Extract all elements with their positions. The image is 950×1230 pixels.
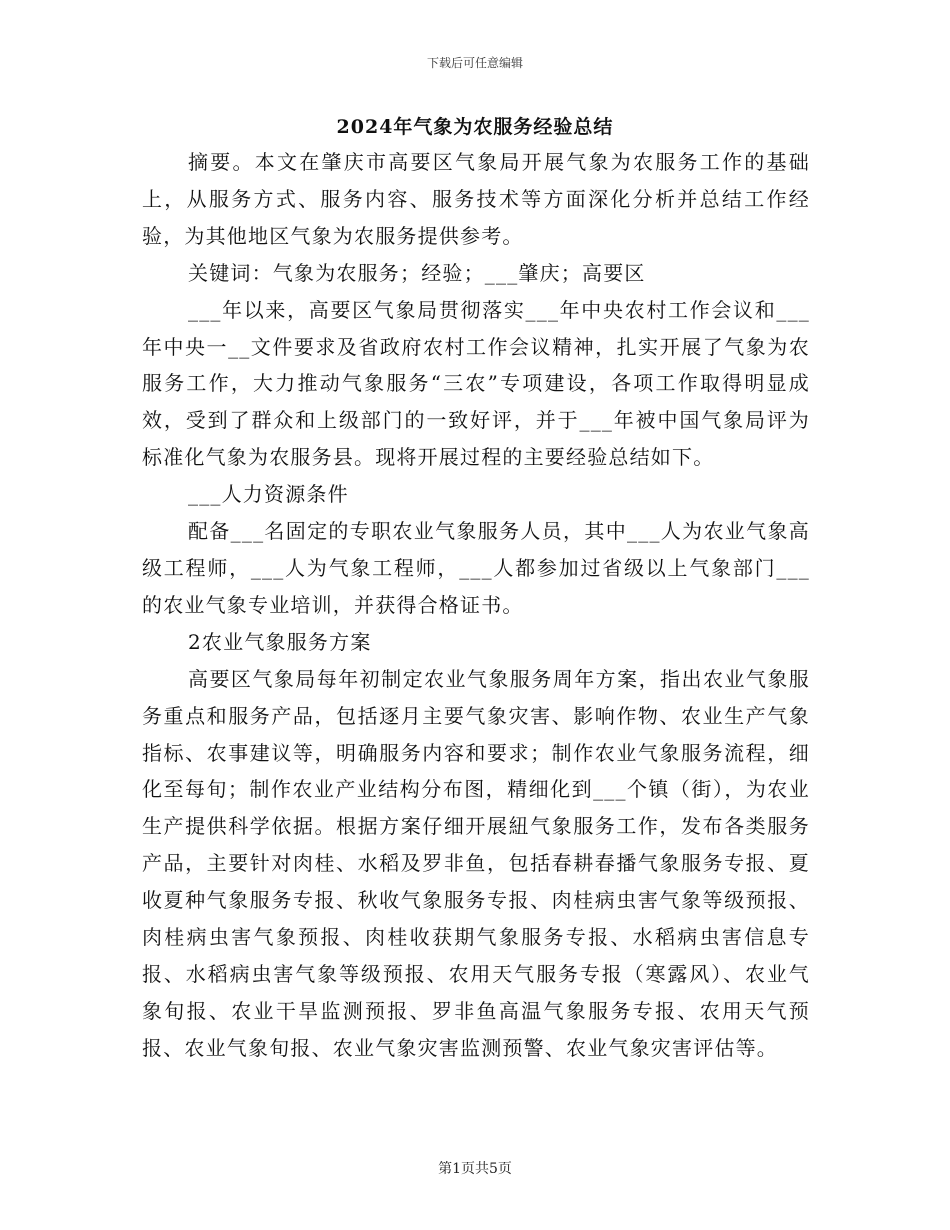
keywords-paragraph: 关键词：气象为农服务；经验；___肇庆；高要区 bbox=[188, 260, 646, 285]
page-header: 下载后可任意编辑 bbox=[426, 56, 523, 70]
section-heading-human-resources: ___人力资源条件 bbox=[188, 482, 349, 507]
service-plan-paragraph: 高要区气象局每年初制定农业气象服务周年方案，指出农业气象服务重点和服务产品，包括逐月主要气象灾害、影响作物、农业生产气象指标、农事建议等，明确服务内容和要求；制作农业气象服务流程，细化至每旬；制作农业产业结构分布图，精细化到___个镇（街），为农业生产提供科学依据。根据方案仔细开展紐气象服务工作，发布各类服务产品，主要针对肉桂、水稻及罗非鱼，包括春耕春播气象服务专报、夏收夏种气象服务专报、秋收气象服务专报、肉桂病虫害气象等级预报、肉桂病虫害气象预报、肉桂收获期气象服务专报、水稻病虫害信息专报、水稻病虫害气象等级预报、农用天气服务专报（寒露风）、农业气象旬报、农业干旱监测预报、罗非鱼高温气象服务专报、农用天气预报、农业气象旬报、农业气象灾害监测预警、农业气象灾害评估等。 bbox=[142, 666, 810, 1060]
section-heading-service-plan: 2农业气象服务方案 bbox=[188, 629, 372, 654]
document-body bbox=[142, 144, 810, 1067]
abstract-paragraph: 摘要。本文在肇庆市高要区气象局开展气象为农服务工作的基础上，从服务方式、服务内容、服务技术等方面深化分析并总结工作经验，为其他地区气象为农服务提供参考。 bbox=[142, 150, 810, 248]
human-resources-paragraph: 配备___名固定的专职农业气象服务人员，其中___人为农业气象高级工程师，___人为气象工程师，___人都参加过省级以上气象部门___的农业气象专业培训，并获得合格证书。 bbox=[142, 519, 810, 617]
intro-paragraph: ___年以来，高要区气象局贯彻落实___年中央农村工作会议和___年中央一__文件要求及省政府农村工作会议精神，扎实开展了气象为农服务工作，大力推动气象服务“三农”专项建设，各项工作取得明显成效，受到了群众和上级部门的一致好评，并于___年被中国气象局评为标准化气象为农服务县。现将开展过程的主要经验总结如下。 bbox=[142, 297, 810, 470]
page-number: 第1页共5页 bbox=[438, 1161, 512, 1177]
document-title: 2024年气象为农服务经验总结 bbox=[336, 116, 614, 138]
